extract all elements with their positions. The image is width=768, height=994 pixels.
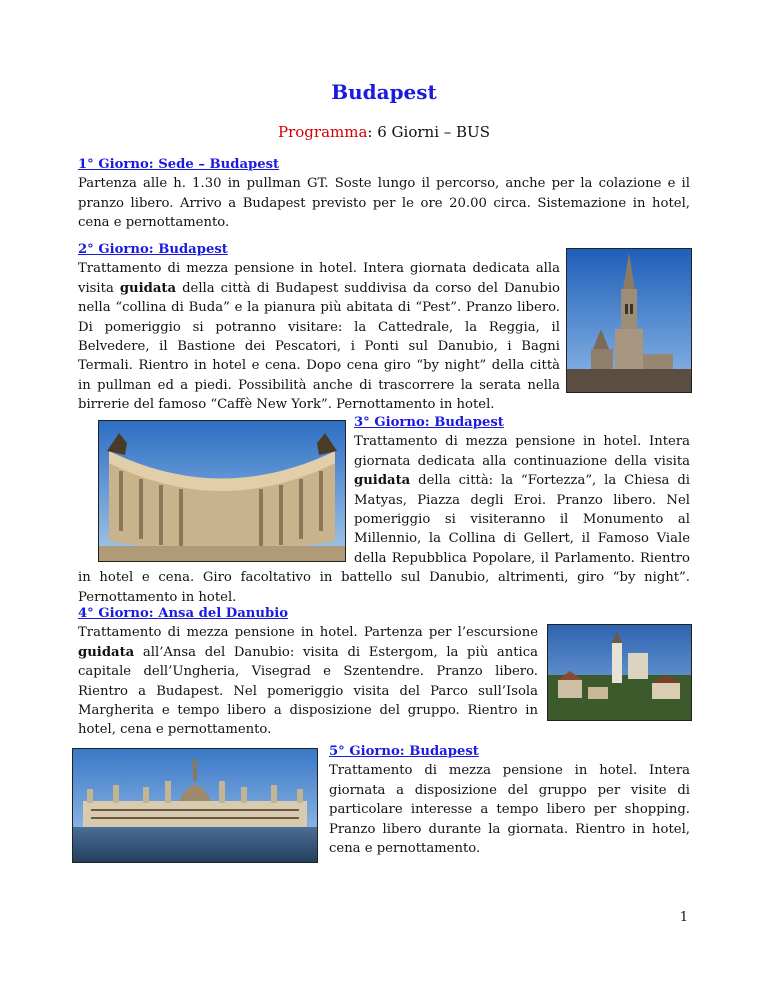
heroes-square-photo bbox=[98, 420, 346, 562]
day-4-section bbox=[78, 604, 538, 740]
day-1-heading[interactable]: 1° Giorno: Sede – Budapest bbox=[78, 157, 280, 172]
day-3-bold: guidata bbox=[354, 473, 411, 489]
church-photo bbox=[566, 248, 692, 393]
programma-label: Programma bbox=[278, 123, 368, 141]
day-1-section bbox=[78, 155, 690, 233]
day-5-section bbox=[329, 742, 690, 858]
day-4-text: Trattamento di mezza pensione in hotel. Partenza per l’escursione guidata all’Ansa del Danubio: visita di Estergom, la più antica capitale dell’Ungheria, Visegrad e Szentendre. Pranzo libero. Rientro a Budapest. Nel pomeriggio visita del Parco sull’Isola Margherita e tempo libero a disposizione del gruppo. Rientro in hotel, cena e pernottamento. bbox=[78, 625, 538, 738]
day-5-heading[interactable]: 5° Giorno: Budapest bbox=[329, 744, 479, 759]
day-3-heading[interactable]: 3° Giorno: Budapest bbox=[354, 415, 504, 430]
day-5-text: Trattamento di mezza pensione in hotel. Intera giornata a disposizione del gruppo per visite di particolare interesse a tempo libero per shopping. Pranzo libero durante la giornata. Rientro in hotel, cena e pernottamento. bbox=[329, 763, 690, 857]
day-2-heading[interactable]: 2° Giorno: Budapest bbox=[78, 242, 228, 257]
document-title: Budapest bbox=[331, 80, 437, 104]
esztergom-photo bbox=[547, 624, 692, 721]
page-number: 1 bbox=[679, 910, 688, 925]
day-4-bold: guidata bbox=[78, 644, 135, 660]
day-3-text: Trattamento di mezza pensione in hotel. Intera giornata dedicata alla continuazione della visita guidata della città: la “Fortezza”, la Chiesa di Matyas, Piazza degli Eroi. Pranzo libero. Nel pomeriggio si visiteranno il Monumento al Millennio, la Collina di Gellert, il Famoso Viale della Repubblica Popolare, il Parlamento. Rientro in hotel e cena. Giro facoltativo in battello sul Danubio, altrimenti, giro “by night”. Pernottamento in hotel. bbox=[78, 434, 690, 605]
day-2-text: Trattamento di mezza pensione in hotel. Intera giornata dedicata alla visita guidata della città di Budapest suddivisa da corso del Danubio nella “collina di Buda” e la pianura più abitata di “Pest”. Pranzo libero. Di pomeriggio si potranno visitare: la Cattedrale, la Reggia, il Belvedere, il Bastione dei Pescatori, i Ponti sul Danubio, i Bagni Termali. Rientro in hotel e cena. Dopo cena giro “by night” della città in pullman ed a piedi. Possibilità anche di trascorrere la serata nella birrerie del famoso “Caffè New York”. Pernottamento in hotel. bbox=[78, 261, 560, 413]
document-subtitle bbox=[0, 123, 768, 141]
day-2-bold: guidata bbox=[119, 280, 177, 296]
parliament-photo bbox=[72, 748, 318, 863]
programma-details: : 6 Giorni – BUS bbox=[367, 123, 490, 141]
day-2-section bbox=[78, 240, 560, 415]
day-4-heading[interactable]: 4° Giorno: Ansa del Danubio bbox=[78, 606, 288, 621]
day-1-text: Partenza alle h. 1.30 in pullman GT. Soste lungo il percorso, anche per la colazione e il pranzo libero. Arrivo a Budapest previsto per le ore 20.00 circa. Sistemazione in hotel, cena e pernottamento. bbox=[78, 176, 690, 231]
